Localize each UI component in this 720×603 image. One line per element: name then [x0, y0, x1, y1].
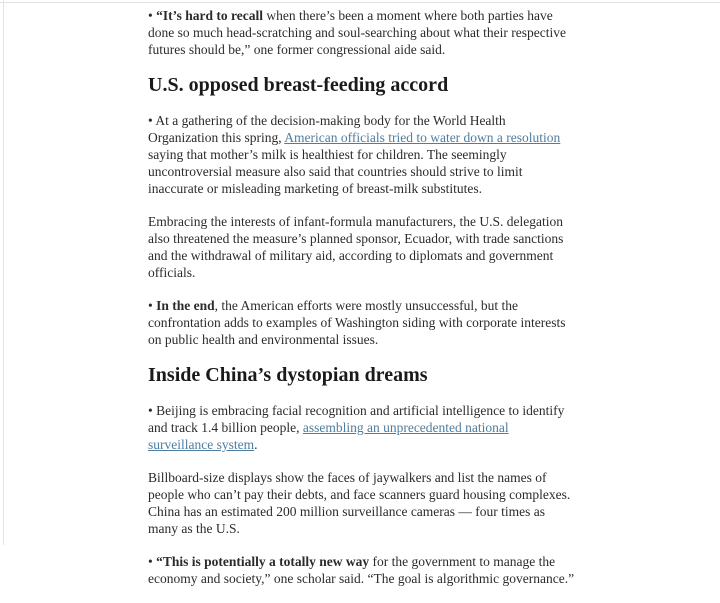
section-heading: U.S. opposed breast-feeding accord: [148, 74, 449, 96]
body-text: , the American efforts were mostly unsuccessful, but the confrontation adds to examples of Washington siding with corporate interests on public health and environmental issues.: [148, 298, 566, 347]
body-text: when there’s been a moment where both parties have done so much head-scratching and soul-searching about what their respective futures should be,” one former congressional aide said.: [148, 8, 566, 57]
body-text: saying that mother’s milk is healthiest for children. The seemingly uncontroversial measure also said that countries should strive to limit inaccurate or misleading marketing of breast-milk substitutes.: [148, 147, 523, 196]
body-text: Billboard-size displays show the faces of jaywalkers and list the names of people who can’t pay their debts, and face scanners guard housing complexes. China has an estimated 200 million surveillance cameras — four times as many as the U.S.: [148, 470, 571, 536]
bold-lead-text: In the end: [156, 298, 215, 313]
article-paragraph: [148, 297, 576, 348]
article-paragraph: [148, 7, 576, 58]
body-text: • At a gathering of the decision-making body for the World Health Organization this spring,: [148, 113, 506, 145]
article-column: [148, 0, 576, 603]
bold-lead-text: “It’s hard to recall: [156, 8, 263, 23]
body-text: for the government to manage the economy and society,” one scholar said. “The goal is algorithmic governance.”: [148, 554, 575, 586]
body-text: •: [148, 8, 157, 23]
body-text: •: [148, 298, 157, 313]
article-link[interactable]: assembling an unprecedented national surveillance system: [148, 420, 509, 452]
left-border-rule: [3, 0, 4, 545]
body-text: •: [148, 554, 157, 569]
article-paragraph: [148, 213, 576, 281]
article-link[interactable]: American officials tried to water down a resolution: [284, 130, 561, 145]
article-paragraph: [148, 469, 576, 537]
article-paragraph: [148, 553, 576, 587]
body-text: .: [254, 437, 258, 452]
article-paragraph: [148, 112, 576, 197]
bold-lead-text: “This is potentially a totally new way: [156, 554, 370, 569]
section-heading: Inside China’s dystopian dreams: [148, 364, 428, 386]
body-text: Embracing the interests of infant-formula manufacturers, the U.S. delegation also threatened the measure’s planned sponsor, Ecuador, with trade sanctions and the withdrawal of military aid, according to diplomats and government officials.: [148, 214, 564, 280]
article-paragraph: [148, 402, 576, 453]
body-text: • Beijing is embracing facial recognition and artificial intelligence to identify and track 1.4 billion people,: [148, 403, 565, 435]
